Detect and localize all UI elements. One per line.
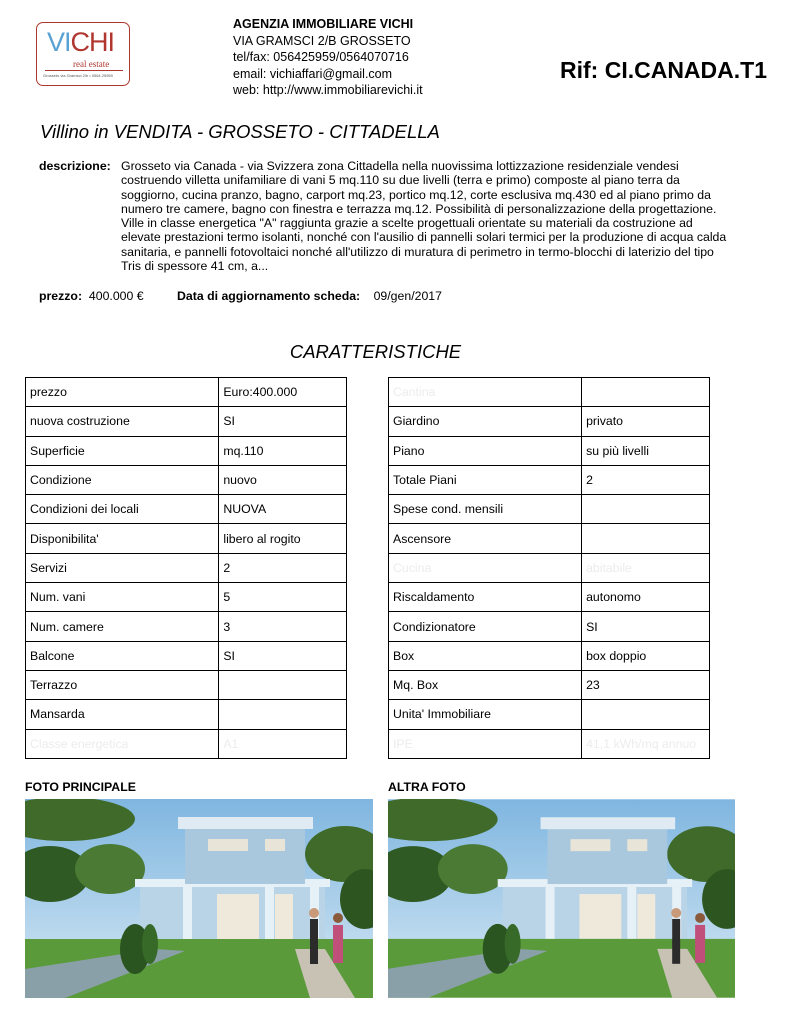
feature-value: mq.110 <box>219 436 347 465</box>
feature-value: su più livelli <box>582 436 710 465</box>
feature-row <box>389 524 710 553</box>
feature-label: Balcone <box>26 641 219 670</box>
description-line: sanitaria, e pannelli fotovoltaici nonché all'utilizzo di muratura di perimetro in termo-blocchi di laterizio del tipo <box>121 244 714 259</box>
feature-row <box>26 700 347 729</box>
feature-value <box>582 495 710 524</box>
feature-row <box>389 495 710 524</box>
feature-value: 2 <box>582 465 710 494</box>
description-line: Tris di spessore 41 cm, a... <box>121 259 269 274</box>
features-title: CARATTERISTICHE <box>289 341 462 362</box>
agency-web: web: http://www.immobiliarevichi.it <box>233 83 423 97</box>
feature-row <box>26 553 347 582</box>
feature-label: Condizione <box>26 465 219 494</box>
listing-title: Villino in VENDITA - GROSSETO - CITTADELLA <box>40 121 440 142</box>
feature-row <box>389 465 710 494</box>
feature-value: privato <box>582 407 710 436</box>
feature-row <box>389 378 710 407</box>
feature-value: 3 <box>219 612 347 641</box>
price-value: 400.000 € <box>88 289 144 303</box>
feature-label: IPE <box>389 729 582 758</box>
update-value: 09/gen/2017 <box>373 289 442 303</box>
feature-value: SI <box>582 612 710 641</box>
villa-render-image-2 <box>388 799 735 998</box>
feature-row <box>26 670 347 699</box>
feature-value: nuovo <box>219 465 347 494</box>
feature-row <box>26 612 347 641</box>
feature-value: NUOVA <box>219 495 347 524</box>
feature-label: prezzo <box>26 378 219 407</box>
features-table-left <box>25 377 347 759</box>
feature-value: libero al rogito <box>219 524 347 553</box>
description-line: numero tre camere, bagno con finestra e terrazza mq.12. Possibilità di personalizzazione della progettazione. <box>121 201 717 216</box>
feature-row <box>26 495 347 524</box>
feature-row <box>26 407 347 436</box>
villa-render-image <box>25 799 373 998</box>
agency-email: email: vichiaffari@gmail.com <box>233 66 393 81</box>
feature-row <box>389 436 710 465</box>
feature-label: Classe energetica <box>26 729 219 758</box>
feature-value <box>582 524 710 553</box>
feature-label: Totale Piani <box>389 465 582 494</box>
feature-value: 2 <box>219 553 347 582</box>
feature-row <box>26 465 347 494</box>
feature-label: Superficie <box>26 436 219 465</box>
feature-value: abitabile <box>582 553 710 582</box>
description-line: Ville in classe energetica "A" raggiunta grazie a scelte progettuali orientate su materiali da costruzione ad <box>121 216 693 231</box>
feature-value: box doppio <box>582 641 710 670</box>
description-line: elevate prestazioni termo isolanti, nonché con l'ausilio di pannelli solari termici per la produzione di acqua calda <box>121 230 727 245</box>
feature-label: nuova costruzione <box>26 407 219 436</box>
feature-label: Mq. Box <box>389 670 582 699</box>
feature-row <box>26 436 347 465</box>
agency-phone: tel/fax: 056425959/0564070716 <box>233 50 409 64</box>
feature-label: Cucina <box>389 553 582 582</box>
feature-label: Riscaldamento <box>389 583 582 612</box>
feature-row <box>389 553 710 582</box>
price-label: prezzo: <box>39 289 83 303</box>
feature-label: Servizi <box>26 553 219 582</box>
feature-label: Spese cond. mensili <box>389 495 582 524</box>
logo-vi: VI <box>47 27 71 57</box>
feature-value: 23 <box>582 670 710 699</box>
feature-label: Num. camere <box>26 612 219 641</box>
feature-label: Cantina <box>389 378 582 407</box>
feature-row <box>389 407 710 436</box>
photo-other-label: ALTRA FOTO <box>388 780 466 794</box>
feature-value <box>582 700 710 729</box>
agency-name: AGENZIA IMMOBILIARE VICHI <box>233 17 414 31</box>
description-line: soggiorno, cucina pranzo, bagno, carport mq.23, portico mq.12, corte esclusiva mq.430 ed al piano primo da <box>121 187 711 202</box>
feature-label: Condizionatore <box>389 612 582 641</box>
feature-row <box>389 729 710 758</box>
feature-value: 41,1 kWh/mq annuo <box>582 729 710 758</box>
features-table-right <box>388 377 710 759</box>
feature-value <box>219 700 347 729</box>
logo-chi: CHI <box>70 27 115 57</box>
feature-label: Terrazzo <box>26 670 219 699</box>
feature-value: 5 <box>219 583 347 612</box>
feature-row <box>389 670 710 699</box>
listing-reference: Rif: CI.CANADA.T1 <box>560 57 767 83</box>
feature-label: Num. vani <box>26 583 219 612</box>
feature-label: Unita' Immobiliare <box>389 700 582 729</box>
main-photo[interactable] <box>25 799 373 998</box>
feature-row <box>26 729 347 758</box>
description-text <box>121 159 771 273</box>
agency-logo <box>36 22 130 86</box>
agency-address: VIA GRAMSCI 2/B GROSSETO <box>233 33 411 48</box>
feature-label: Disponibilita' <box>26 524 219 553</box>
feature-label: Ascensore <box>389 524 582 553</box>
feature-label: Condizioni dei locali <box>26 495 219 524</box>
description-line: Grosseto via Canada - via Svizzera zona Cittadella nella nuovissima lottizzazione residenziale vendesi <box>121 159 679 173</box>
description-label: descrizione: <box>39 159 111 173</box>
logo-divider <box>45 70 123 71</box>
feature-value: SI <box>219 641 347 670</box>
photo-main-label: FOTO PRINCIPALE <box>25 780 136 794</box>
feature-row <box>389 612 710 641</box>
logo-small-text: Grosseto via Gramsci 2/b • 0564.25959 <box>43 73 113 78</box>
feature-row <box>389 583 710 612</box>
feature-row <box>26 524 347 553</box>
feature-row <box>26 583 347 612</box>
feature-row <box>26 641 347 670</box>
feature-value: SI <box>219 407 347 436</box>
description-line: costruendo villetta unifamiliare di vani 5 mq.110 su due livelli (terra e primo) composte al piano terra da <box>121 173 680 188</box>
update-label: Data di aggiornamento scheda: <box>177 289 361 303</box>
feature-row <box>26 378 347 407</box>
feature-label: Piano <box>389 436 582 465</box>
other-photo[interactable] <box>388 799 735 998</box>
feature-label: Mansarda <box>26 700 219 729</box>
feature-row <box>389 700 710 729</box>
feature-row <box>389 641 710 670</box>
feature-label: Box <box>389 641 582 670</box>
logo-tagline: real estate <box>73 59 110 69</box>
feature-label: Giardino <box>389 407 582 436</box>
feature-value: Euro:400.000 <box>219 378 347 407</box>
feature-value: A1 <box>219 729 347 758</box>
feature-value: autonomo <box>582 583 710 612</box>
agency-contact <box>233 16 423 99</box>
feature-value <box>219 670 347 699</box>
feature-value <box>582 378 710 407</box>
price-row <box>39 289 442 303</box>
